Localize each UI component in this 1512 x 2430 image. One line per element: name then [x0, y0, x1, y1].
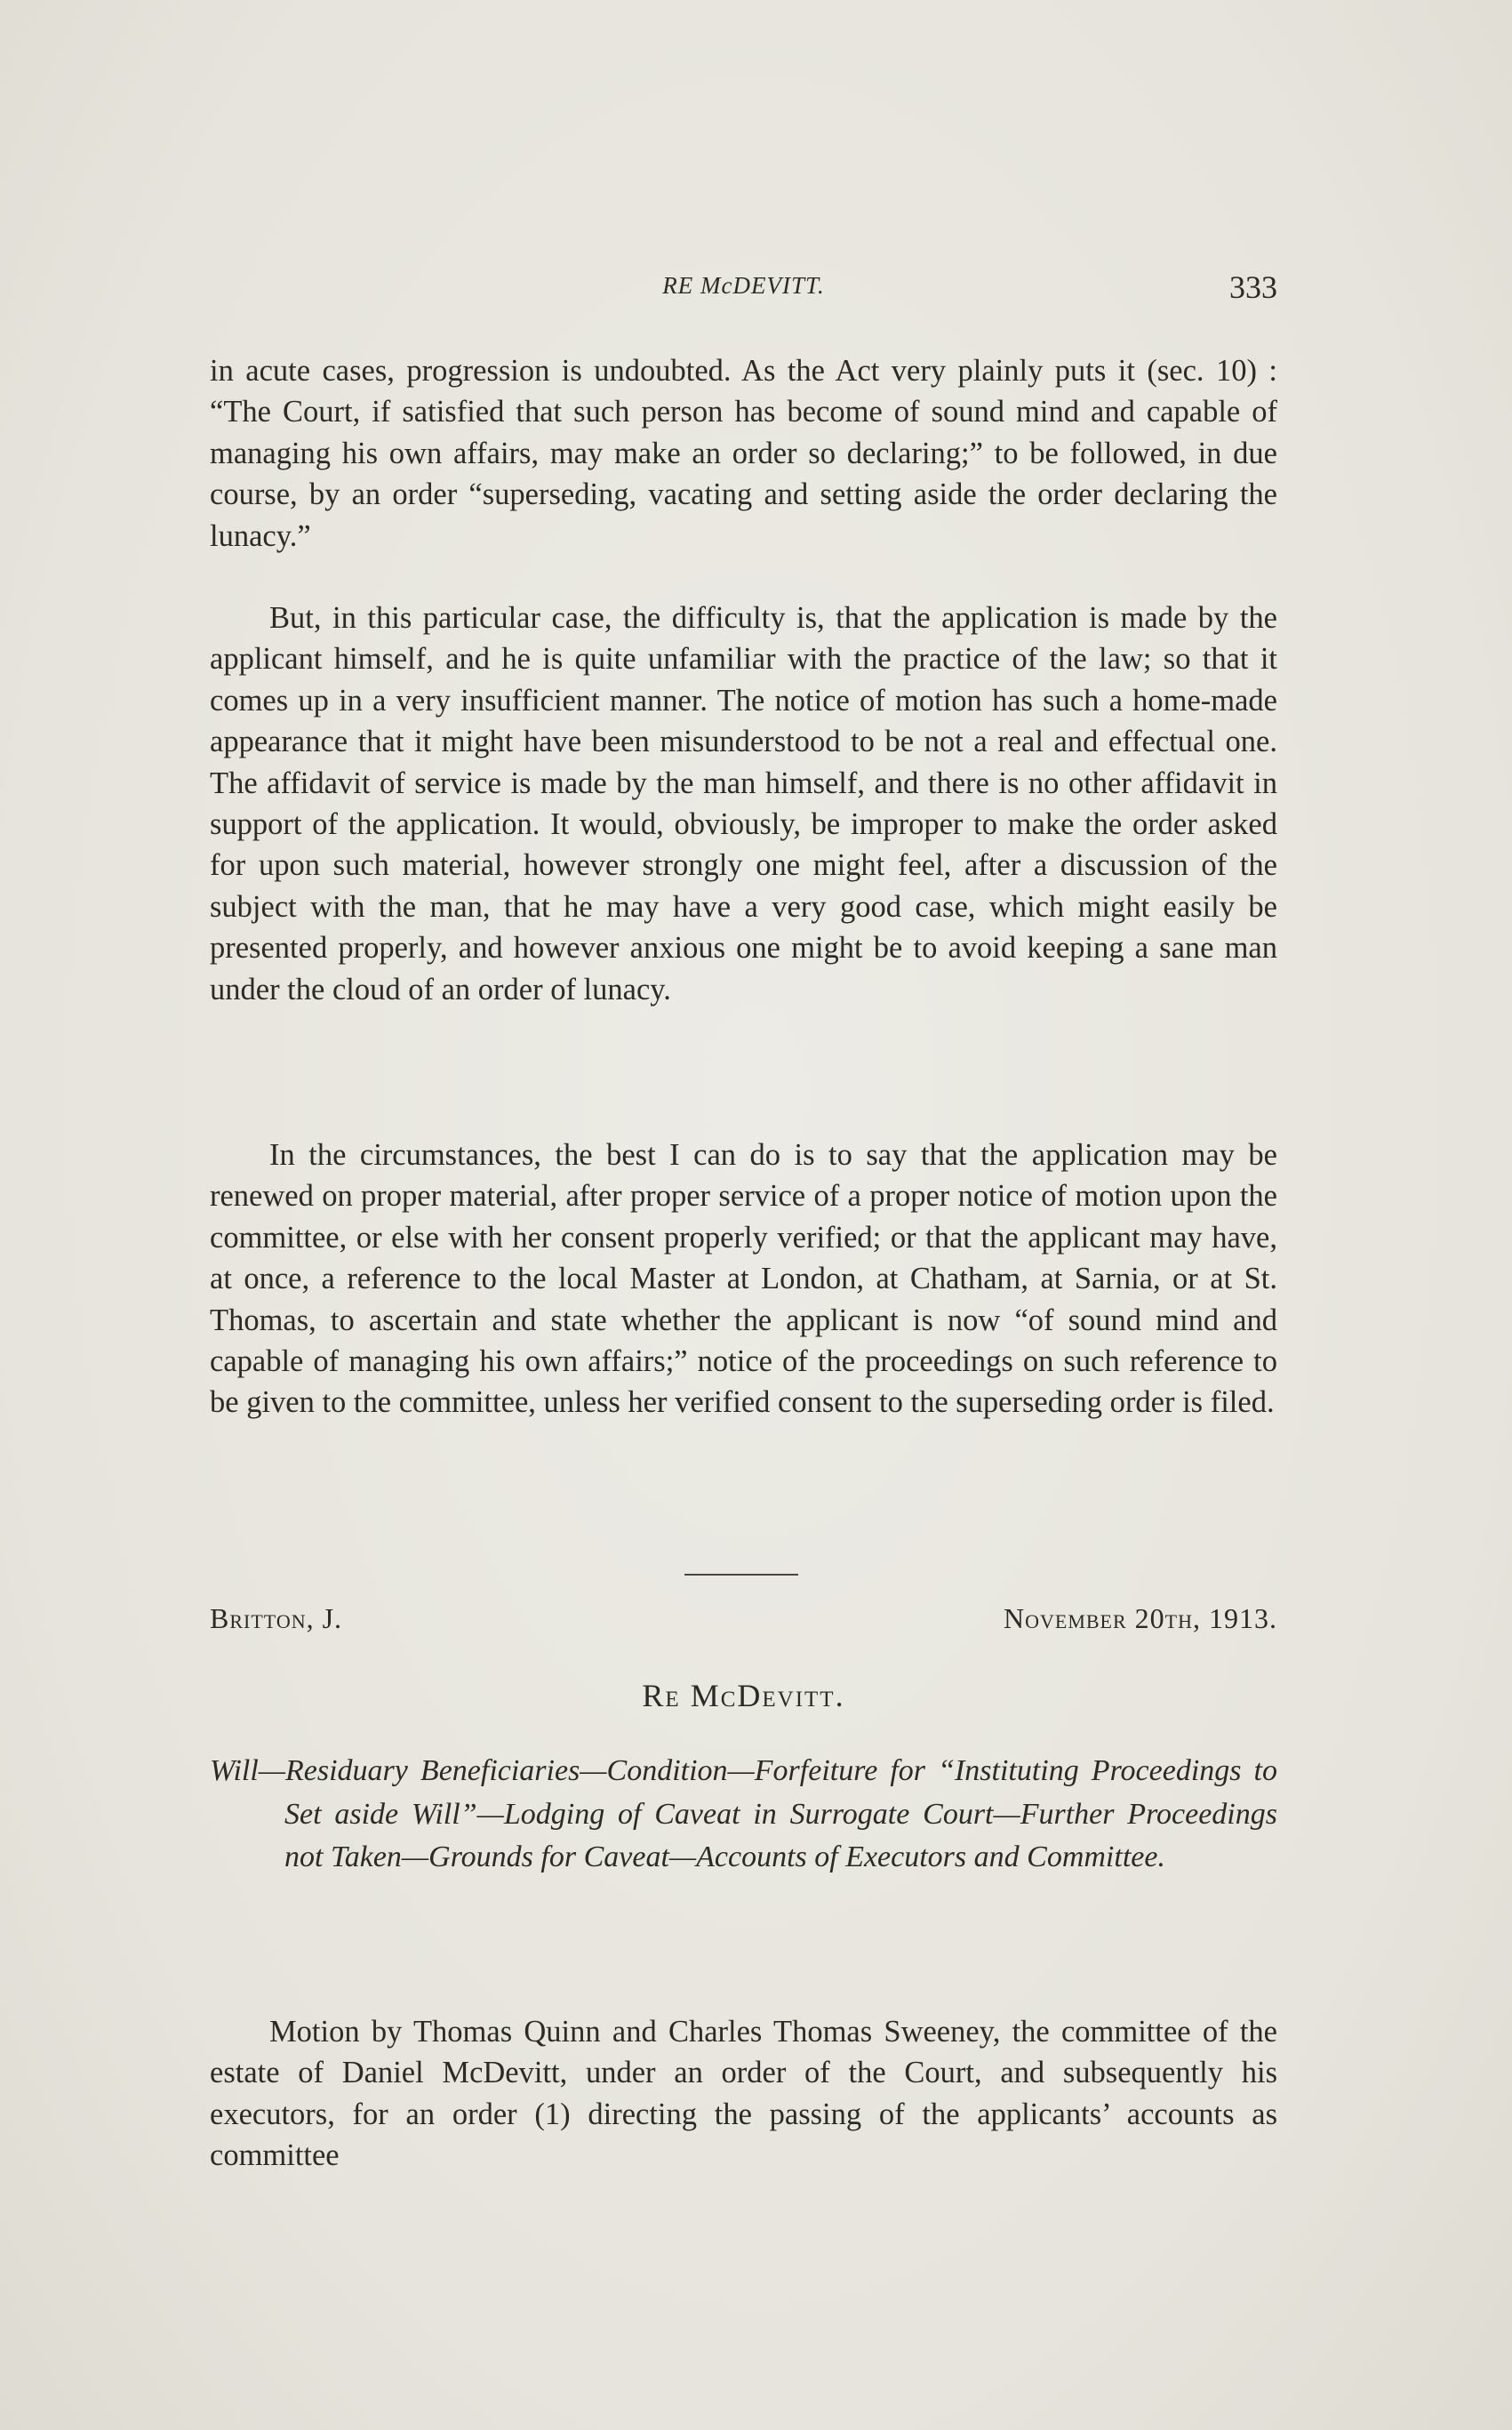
headnote: Will—Residuary Beneficiaries—Condition—Forfeiture for “Instituting Proceedings to Set aside Will”—Lodging of Caveat in Surrogate Court—Further Proceedings not Taken—Grounds for Caveat—Accounts of Executors and Committee.	[210, 1754, 1277, 1873]
section-divider	[684, 1574, 798, 1576]
body-paragraph-2: But, in this particular case, the difficulty is, that the application is made by the applicant himself, and he is quite unfamiliar with the practice of the law; so that it comes up in a very insufficient manner. The notice of motion has such a home-made appearance that it might have been misunderstood to be not a real and effectual one. The affidavit of service is made by the man himself, and there is no other affidavit in support of the application. It would, obviously, be improper to make the order asked for upon such material, however strongly one might feel, after a discussion of the subject with the man, that he may have a very good case, which might easily be presented properly, and however anxious one might be to avoid keeping a sane man under the cloud of an order of lunacy.	[210, 601, 1277, 1006]
case-title: Re McDevitt.	[642, 1678, 845, 1713]
body-paragraph-1: in acute cases, progression is undoubted. As the Act very plainly puts it (sec. 10) : “The Court, if satisfied that such person has become of sound mind and capable of managing his own affairs, may make an order so declaring;” to be followed, in due course, by an order “superseding, vacating and setting aside the order declaring the lunacy.”	[210, 354, 1277, 553]
running-head	[210, 265, 1277, 309]
case-byline	[210, 1602, 1277, 1641]
running-title: RE McDEVITT.	[662, 272, 825, 299]
case-opening-paragraph: Motion by Thomas Quinn and Charles Thomas Sweeney, the committee of the estate of Daniel McDevitt, under an order of the Court, and subsequently his executors, for an order (1) directing the passing of the applicants’ accounts as committee	[210, 2015, 1277, 2173]
judge-name: Britton, J.	[210, 1602, 343, 1634]
page-number: 333	[1229, 269, 1277, 305]
decision-date: November 20th, 1913.	[1004, 1602, 1277, 1634]
body-paragraph-3: In the circumstances, the best I can do is to say that the application may be renewed on proper material, after proper service of a proper notice of motion upon the committee, or else with her consent properly verified; or that the applicant may have, at once, a reference to the local Master at London, at Chatham, at Sarnia, or at St. Thomas, to ascertain and state whether the applicant is now “of sound mind and capable of managing his own affairs;” notice of the proceedings on such reference to be given to the committee, unless her verified consent to the superseding order is filed.	[210, 1138, 1277, 1420]
